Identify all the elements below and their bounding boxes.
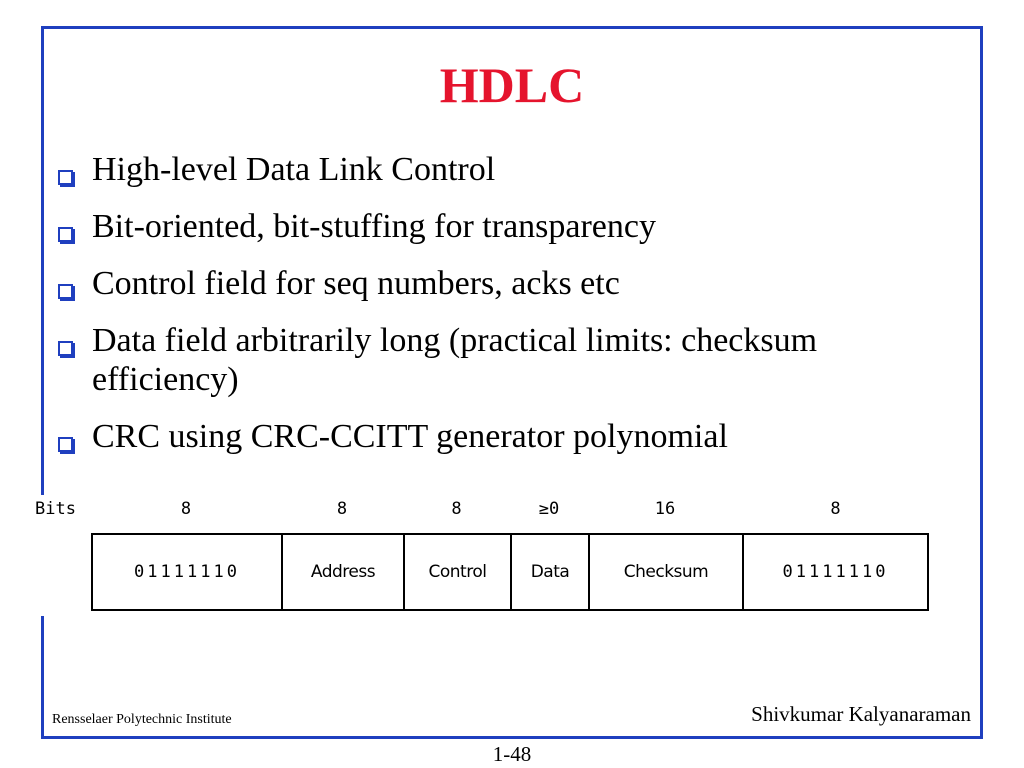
footer-institution: Rensselaer Polytechnic Institute [52, 712, 232, 727]
bullet-text: High-level Data Link Control [92, 151, 496, 188]
field-control: Control [405, 535, 512, 609]
slide-title: HDLC [439, 57, 585, 113]
square-bullet-icon [58, 437, 73, 452]
bits-label: Bits [35, 499, 76, 519]
field-address: Address [283, 535, 405, 609]
field-bits-checksum: 16 [654, 499, 676, 519]
field-bits-data: ≥0 [538, 499, 560, 519]
footer-author: Shivkumar Kalyanaraman [751, 702, 971, 726]
bullet-text: Data field arbitrarily long (practical limits: checksum efficiency) [92, 322, 818, 398]
bullet-item [56, 417, 956, 456]
square-bullet-icon [58, 170, 73, 185]
slide-border-left-lower [41, 616, 44, 739]
field-bits-flag-end: 8 [830, 499, 841, 519]
square-bullet-icon [58, 227, 73, 242]
square-bullet-icon [58, 341, 73, 356]
field-flag-end: 01111110 [782, 562, 889, 582]
bullet-item [56, 321, 956, 399]
field-bits-flag-start: 8 [180, 499, 192, 519]
bullet-list [56, 150, 956, 474]
square-bullet-icon [58, 284, 73, 299]
frame-bits-row [0, 497, 1024, 521]
bullet-item [56, 150, 956, 189]
slide-border-bottom [41, 736, 983, 739]
slide-border-top [41, 26, 983, 29]
field-checksum: Checksum [590, 535, 744, 609]
bullet-item [56, 207, 956, 246]
field-bits-control: 8 [451, 499, 462, 519]
hdlc-frame-diagram [91, 533, 929, 611]
bullet-text: Control field for seq numbers, acks etc [92, 265, 620, 302]
bullet-text: CRC using CRC-CCITT generator polynomial [92, 418, 728, 455]
bullet-text: Bit-oriented, bit-stuffing for transparency [92, 208, 656, 245]
field-bits-address: 8 [336, 499, 348, 519]
field-data: Data [512, 535, 590, 609]
page-number: 1-48 [492, 742, 532, 766]
bullet-item [56, 264, 956, 303]
field-flag-start: 01111110 [93, 535, 283, 609]
slide-border-right [980, 26, 983, 739]
